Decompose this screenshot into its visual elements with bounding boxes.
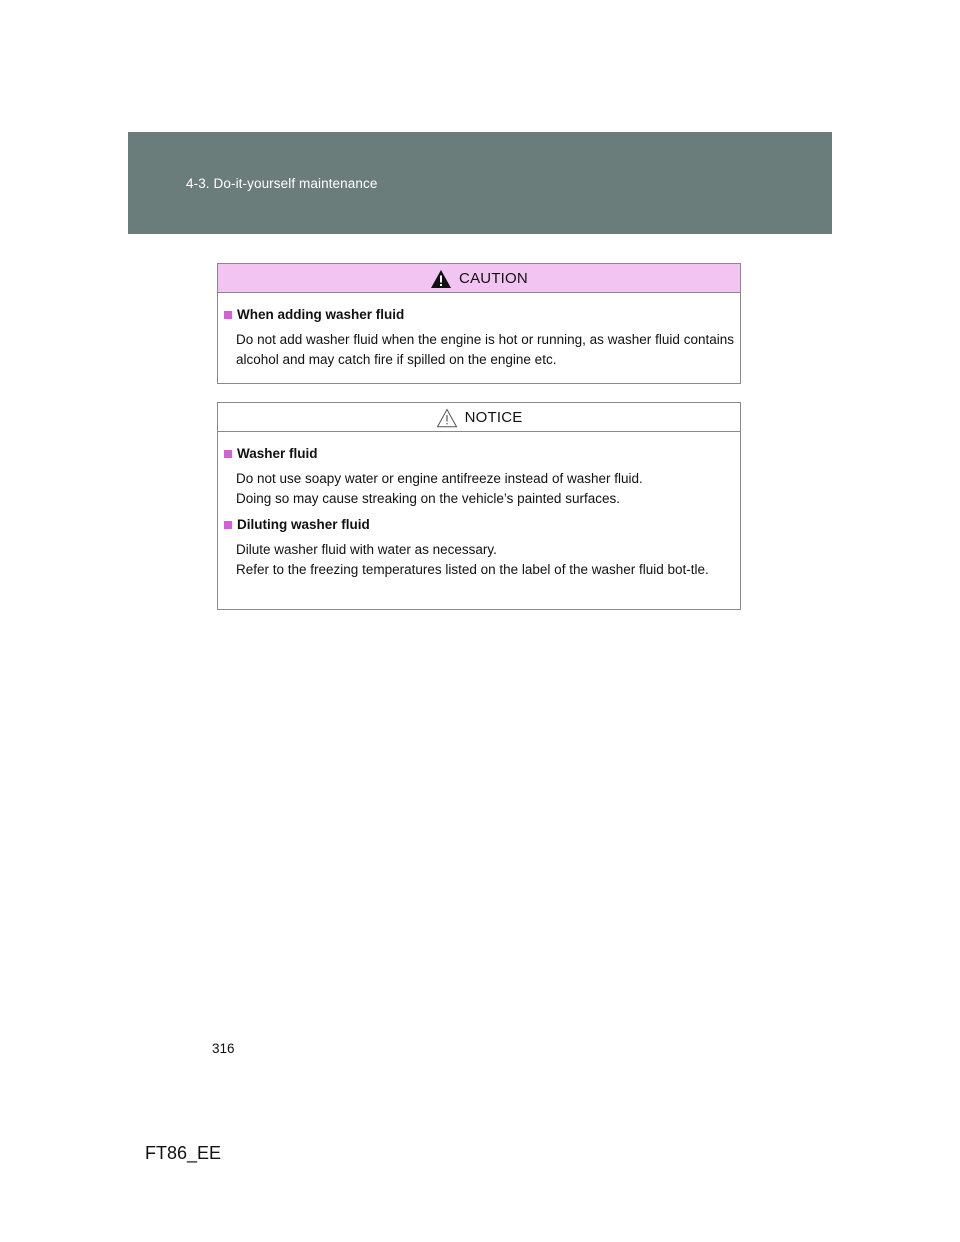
notice-item-line: Do not use soapy water or engine antifreeze instead of washer fluid. [236,471,643,486]
page-number: 316 [212,1041,235,1056]
bullet-square-icon [224,311,232,319]
warning-filled-icon [430,269,452,289]
notice-item-text [224,540,734,580]
notice-item-title: Washer fluid [237,446,318,461]
notice-item [224,446,734,509]
header-band [128,132,832,234]
caution-header [218,264,740,293]
notice-header [218,403,740,432]
caution-item [224,307,734,370]
caution-item-title: When adding washer fluid [237,307,405,322]
notice-item [224,517,734,580]
notice-item-line: Doing so may cause streaking on the vehicle’s painted surfaces. [236,491,620,506]
notice-box [217,402,741,610]
warning-outline-icon [436,408,458,428]
caution-box [217,263,741,384]
caution-body [218,293,740,370]
notice-item-line: Dilute washer fluid with water as necessary. [236,542,497,557]
bullet-square-icon [224,450,232,458]
notice-body [218,432,740,580]
bullet-square-icon [224,521,232,529]
notice-item-title: Diluting washer fluid [237,517,370,532]
notice-label: NOTICE [464,408,523,426]
notice-item-line: Refer to the freezing temperatures listed on the label of the washer fluid bot-tle. [236,562,709,577]
notice-item-text [224,469,734,509]
document-code: FT86_EE [145,1143,222,1163]
caution-item-text: Do not add washer fluid when the engine is hot or running, as washer fluid contains alcohol and may catch fire if spilled on the engine etc. [236,332,734,367]
caution-label: CAUTION [459,269,528,287]
section-title: 4-3. Do-it-yourself maintenance [186,176,378,191]
